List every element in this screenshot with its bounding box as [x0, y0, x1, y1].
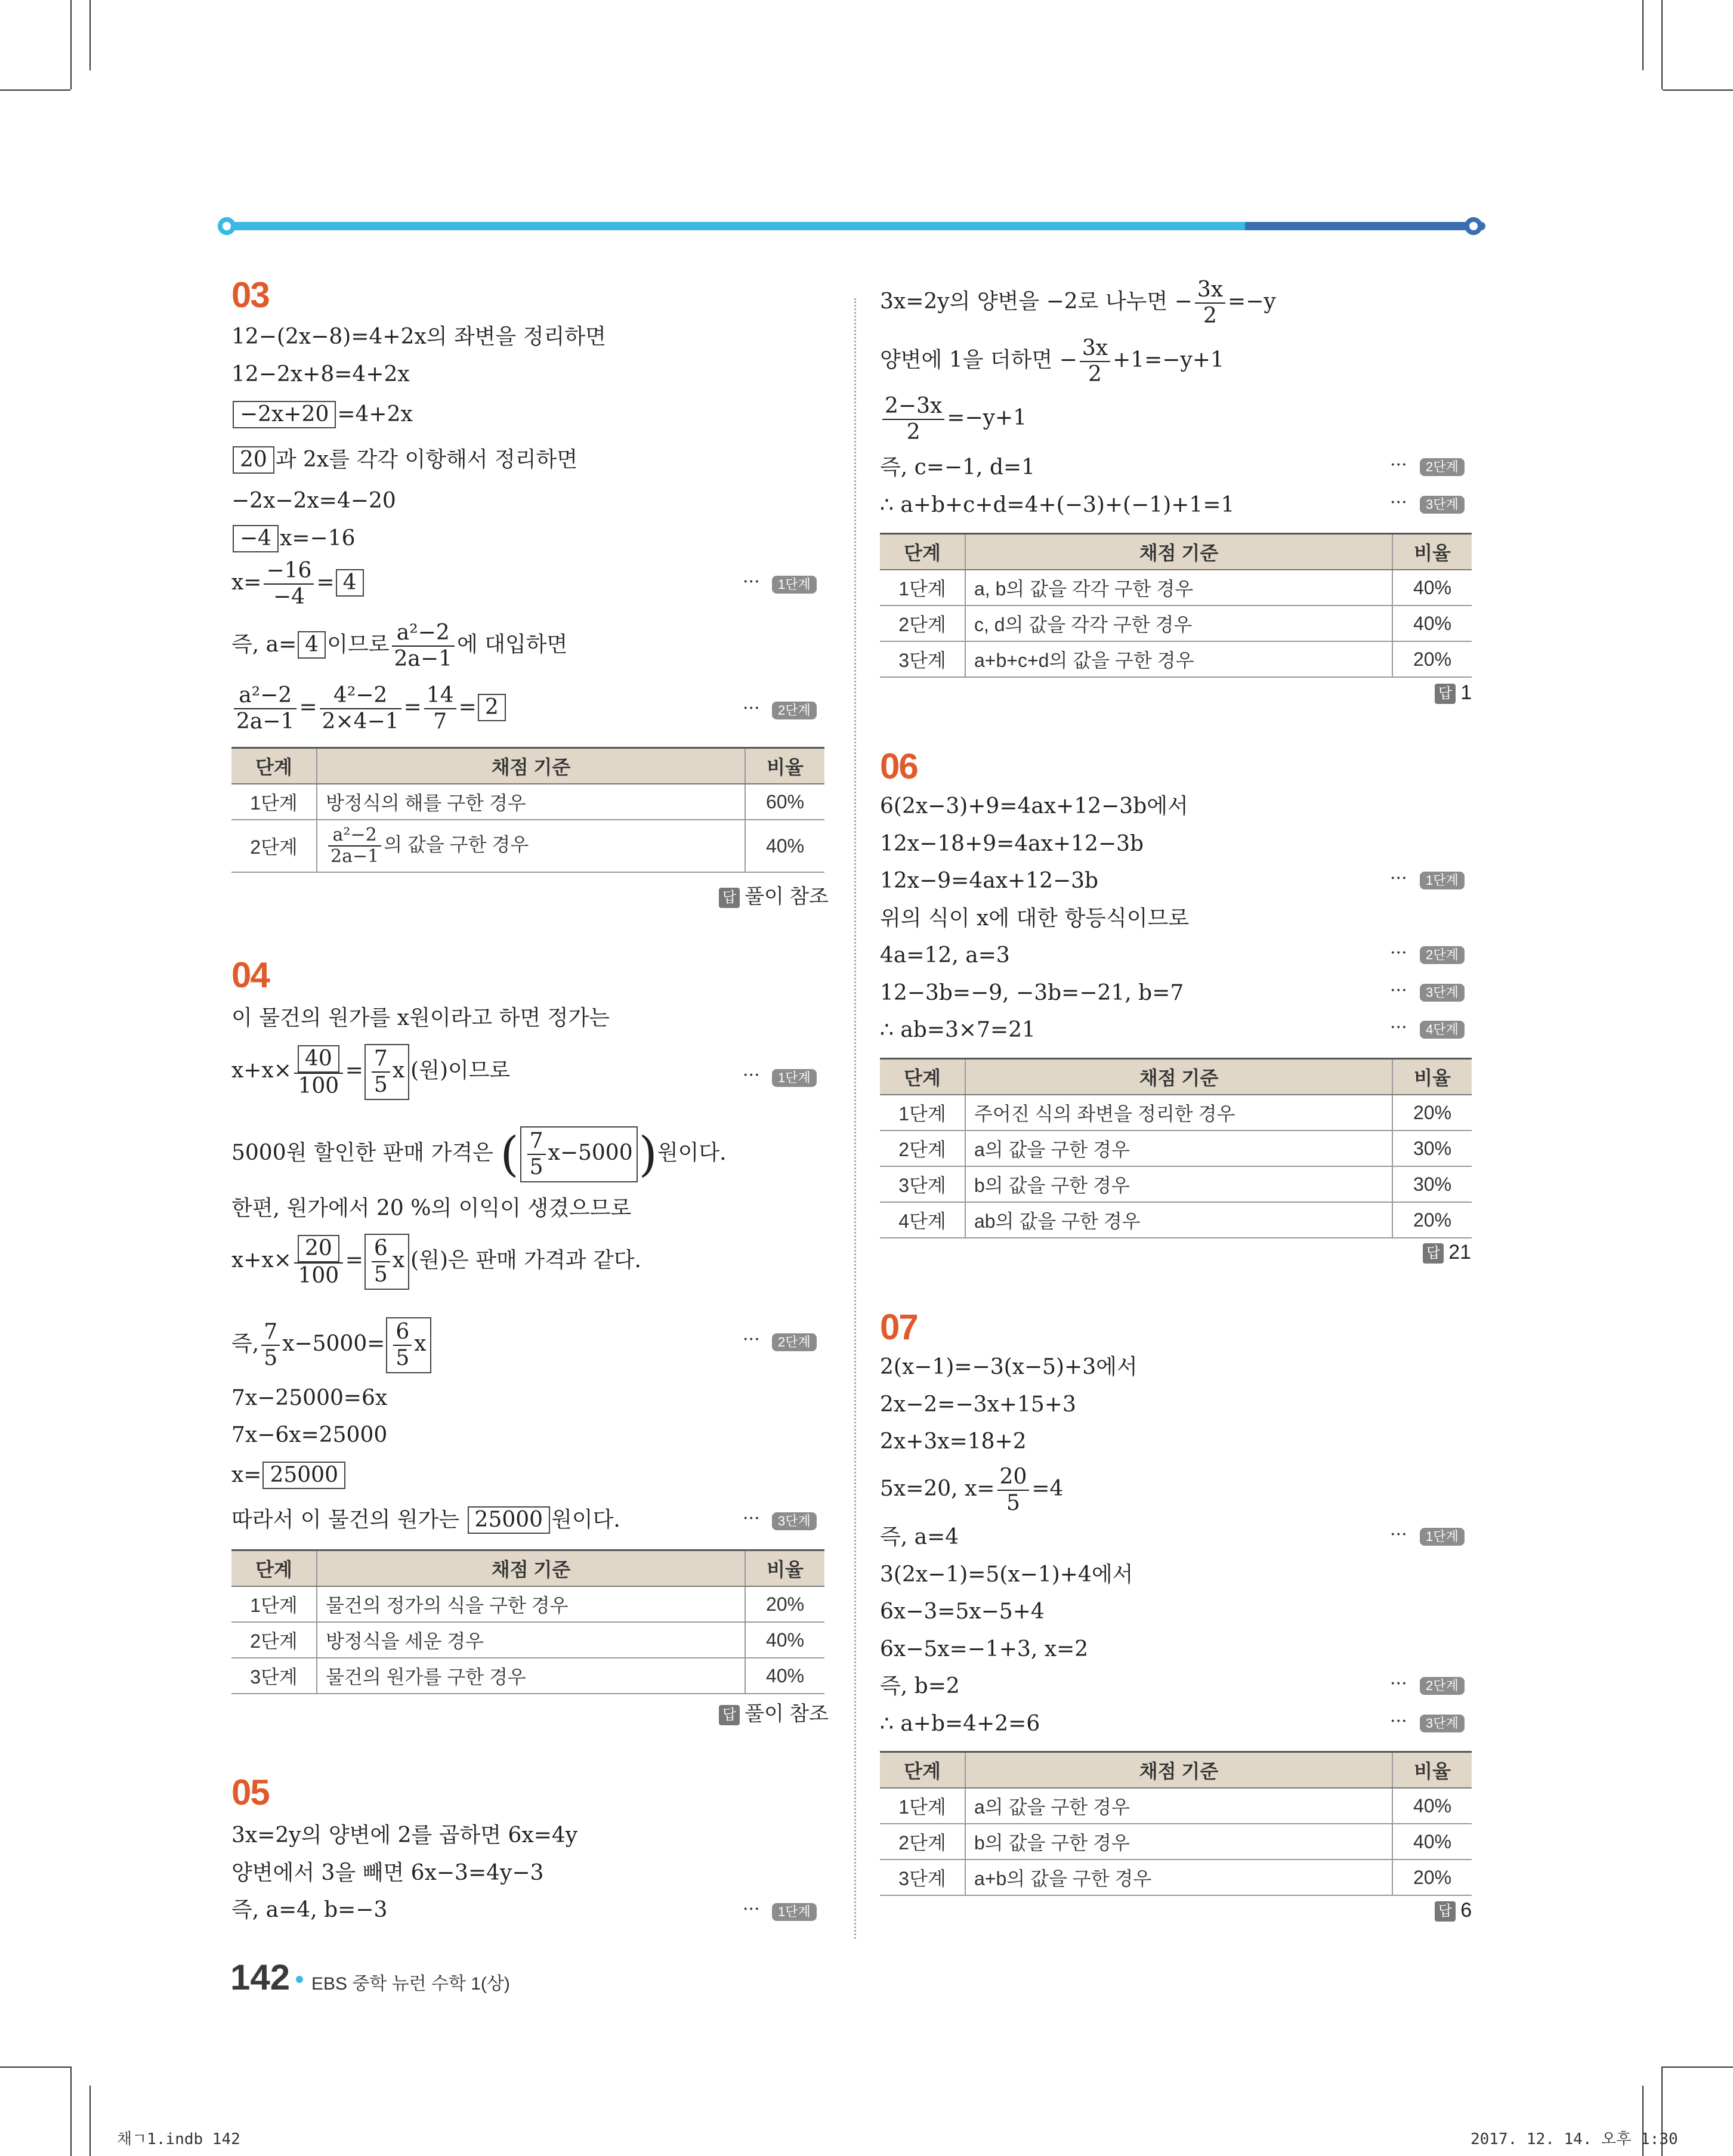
- answer-box: 25000: [262, 1462, 345, 1489]
- fraction: $\frac{7}{5}$: [261, 1320, 280, 1371]
- crop-mark: [1642, 0, 1644, 70]
- answer: 답 풀이 참조: [719, 880, 829, 909]
- answer-box: 25000: [468, 1506, 551, 1534]
- answer-box: 20: [233, 446, 274, 474]
- solution-line: 한편, 원가에서 20 %의 이익이 생겼으므로: [231, 1196, 632, 1221]
- solution-line: x+x× $\frac{20}{100}$ = $\frac{6}{5}$ x (원)은 판매 가격과 같다.: [231, 1234, 641, 1290]
- answer: 답 6: [1435, 1899, 1472, 1922]
- solution-line: 6(2x−3)+9=4ax+12−3b에서: [880, 794, 1188, 818]
- ellipsis: ···: [1390, 980, 1407, 1001]
- solution-line: 12−2x+8=4+2x: [231, 362, 410, 387]
- answer-box: 40: [298, 1045, 339, 1073]
- solution-line: −2x+20 =4+2x: [231, 401, 413, 428]
- solution-line: 3x=2y의 양변에 2를 곱하면 6x=4y: [231, 1823, 578, 1848]
- solution-line: x= $\frac{-16}{-4}$ = 4: [231, 558, 365, 610]
- ellipsis: ···: [743, 1065, 760, 1086]
- fraction: $\frac{3x}{2}$: [1080, 336, 1110, 387]
- step-badge: 3단계: [772, 1512, 817, 1530]
- table-row: 1단계 물건의 정가의 식을 구한 경우 20%: [231, 1586, 824, 1622]
- answer-box: 4: [336, 569, 364, 597]
- solution-line: 2x+3x=18+2: [880, 1429, 1027, 1454]
- table-row: 2단계 a의 값을 구한 경우 30%: [880, 1130, 1472, 1166]
- ellipsis: ···: [743, 1899, 760, 1920]
- step-badge: 2단계: [1420, 1677, 1465, 1695]
- table-row: 1단계 주어진 식의 좌변을 정리한 경우 20%: [880, 1095, 1472, 1130]
- table-row: 1단계 방정식의 해를 구한 경우 60%: [231, 784, 824, 820]
- answer-box: $\frac{7}{5}$ x−5000: [520, 1126, 638, 1182]
- solution-line: 3(2x−1)=5(x−1)+4에서: [880, 1562, 1133, 1587]
- ellipsis: ···: [743, 1329, 760, 1350]
- step-badge: 3단계: [1420, 496, 1465, 514]
- problem-number: 06: [880, 746, 918, 786]
- crop-mark: [70, 0, 72, 89]
- solution-line: 12−3b=−9, −3b=−21, b=7: [880, 981, 1184, 1005]
- table-row: 1단계 a, b의 값을 각각 구한 경우 40%: [880, 570, 1472, 606]
- table-row: 2단계 방정식을 세운 경우 40%: [231, 1622, 824, 1658]
- crop-mark: [1661, 0, 1663, 89]
- header-bar-left-dot: [218, 217, 236, 235]
- answer-box: −2x+20: [233, 401, 336, 428]
- solution-line: 2(x−1)=−3(x−5)+3에서: [880, 1355, 1138, 1379]
- step-badge: 3단계: [1420, 1715, 1465, 1732]
- table-row: 2단계 c, d의 값을 각각 구한 경우 40%: [880, 606, 1472, 641]
- answer-box: 4: [298, 631, 326, 659]
- step-badge: 1단계: [772, 1069, 817, 1087]
- crop-mark: [1663, 2067, 1733, 2068]
- step-badge: 1단계: [1420, 1528, 1465, 1546]
- answer: 답 21: [1423, 1241, 1471, 1264]
- answer-box: $\frac{7}{5}$ x: [364, 1044, 409, 1100]
- answer-box: −4: [233, 525, 279, 552]
- solution-line: 즉, $\frac{7}{5}$ x−5000= $\frac{6}{5}$ x: [231, 1317, 433, 1373]
- solution-line: 12x−9=4ax+12−3b: [880, 869, 1099, 893]
- file-slug: 채ㄱ1.indb 142: [117, 2130, 240, 2148]
- solution-line: 6x−3=5x−5+4: [880, 1599, 1045, 1624]
- header-bar-right-dot: [1465, 217, 1482, 235]
- fraction: $\frac{2-3x}{2}$: [882, 394, 944, 445]
- table-row: 3단계 a+b+c+d의 값을 구한 경우 20%: [880, 641, 1472, 677]
- ellipsis: ···: [1390, 943, 1407, 963]
- fraction: $\frac{3x}{2}$: [1195, 277, 1225, 329]
- solution-line: 7x−25000=6x: [231, 1386, 388, 1410]
- crop-mark: [70, 2067, 72, 2156]
- fraction: $\frac{\text{a²−2}}{2a-1}$: [392, 620, 455, 672]
- solution-line: 3x=2y의 양변을 −2로 나누면 − $\frac{3x}{2}$ =−y: [880, 277, 1276, 328]
- crop-mark: [89, 0, 91, 70]
- solution-line: 7x−6x=25000: [231, 1423, 388, 1447]
- fraction: $\frac{14}{7}$: [424, 683, 456, 734]
- step-badge: 2단계: [772, 702, 817, 719]
- scoring-table: 단계 채점 기준 비율 1단계 주어진 식의 좌변을 정리한 경우 20% 2단계 a의 값을 구한 경우 30% 3단계 b의 값을 구한 경우 30% 4단계 ab의 값을 구한 경우 20%: [880, 1058, 1472, 1238]
- ellipsis: ···: [1390, 1711, 1407, 1732]
- crop-mark: [0, 2067, 70, 2068]
- table-row: 3단계 물건의 원가를 구한 경우 40%: [231, 1658, 824, 1694]
- solution-line: 5x=20, x= $\frac{20}{5}$ =4: [880, 1465, 1064, 1515]
- crop-mark: [0, 89, 70, 91]
- answer-box: 2: [478, 694, 506, 721]
- header-bar: [221, 222, 1485, 230]
- table-row: 4단계 ab의 값을 구한 경우 20%: [880, 1202, 1472, 1238]
- solution-line: ∴ ab=3×7=21: [880, 1018, 1036, 1042]
- step-badge: 2단계: [1420, 946, 1465, 964]
- step-badge: 3단계: [1420, 984, 1465, 1002]
- scoring-table: 단계 채점 기준 비율 1단계 물건의 정가의 식을 구한 경우 20% 2단계 방정식을 세운 경우 40% 3단계 물건의 원가를 구한 경우 40%: [231, 1549, 824, 1694]
- fraction: $\frac{20}{100}$: [294, 1235, 343, 1289]
- solution-line: 즉, a=4: [880, 1525, 959, 1549]
- solution-line: 6x−5x=−1+3, x=2: [880, 1637, 1089, 1661]
- answer: 답 1: [1435, 681, 1472, 705]
- solution-line: 양변에 1을 더하면 − $\frac{3x}{2}$ +1=−y+1: [880, 336, 1224, 387]
- ellipsis: ···: [743, 572, 760, 592]
- solution-line: $\frac{\text{a²−2}}{2a-1}$ = $\frac{\text{4²−2}}{2\times 4-1}$ = $\frac{14}{7}$ = 2: [231, 683, 507, 734]
- ellipsis: ···: [1390, 1673, 1407, 1694]
- solution-line: x= 25000: [231, 1462, 347, 1489]
- answer-box: 20: [298, 1235, 339, 1262]
- table-row: 3단계 a+b의 값을 구한 경우 20%: [880, 1860, 1472, 1895]
- solution-line: 20 과 2x를 각각 이항해서 정리하면: [231, 446, 577, 474]
- crop-mark: [1663, 89, 1733, 91]
- column-divider: [854, 298, 856, 1939]
- problem-number: 07: [880, 1307, 918, 1347]
- problem-number: 04: [231, 955, 269, 995]
- solution-line: 12−(2x−8)=4+2x의 좌변을 정리하면: [231, 325, 606, 349]
- step-badge: 1단계: [772, 576, 817, 594]
- book-title: EBS 중학 뉴런 수학 1(상): [311, 1974, 510, 1994]
- solution-line: ∴ a+b=4+2=6: [880, 1712, 1040, 1736]
- ellipsis: ···: [743, 698, 760, 719]
- crop-mark: [89, 2086, 91, 2156]
- solution-line: 즉, c=−1, d=1: [880, 455, 1036, 480]
- solution-line: 4a=12, a=3: [880, 943, 1010, 968]
- step-badge: 2단계: [772, 1333, 817, 1351]
- solution-line: 위의 식이 x에 대한 항등식이므로: [880, 906, 1190, 931]
- bullet-icon: [296, 1976, 303, 1983]
- problem-number: 03: [231, 275, 269, 315]
- solution-line: −4 x=−16: [231, 525, 356, 552]
- answer: 답 풀이 참조: [719, 1697, 829, 1726]
- ellipsis: ···: [1390, 492, 1407, 513]
- step-badge: 4단계: [1420, 1021, 1465, 1039]
- page-number: 142: [230, 1957, 291, 1997]
- solution-line: 즉, a= 4 이므로 $\frac{\text{a²−2}}{2a-1}$ 에 대입하면: [231, 620, 568, 671]
- fraction: $\frac{\text{a²−2}}{2a-1}$: [234, 683, 296, 734]
- fraction: $\frac{\text{4²−2}}{2\times 4-1}$: [320, 683, 401, 734]
- step-badge: 1단계: [772, 1903, 817, 1921]
- fraction: $\frac{\text{a²−2}}{2a-1}$: [328, 825, 381, 867]
- fraction: $\frac{-16}{-4}$: [264, 558, 314, 610]
- scoring-table: 단계 채점 기준 비율 1단계 a의 값을 구한 경우 40% 2단계 b의 값을 구한 경우 40% 3단계 a+b의 값을 구한 경우 20%: [880, 1751, 1472, 1896]
- solution-line: 이 물건의 원가를 x원이라고 하면 정가는: [231, 1006, 610, 1030]
- date-slug: 2017. 12. 14. 오후 1:30: [1471, 2130, 1678, 2148]
- solution-line: 12x−18+9=4ax+12−3b: [880, 832, 1144, 856]
- solution-line: ∴ a+b+c+d=4+(−3)+(−1)+1=1: [880, 493, 1235, 517]
- solution-line: x+x× $\frac{40}{100}$ = $\frac{7}{5}$ x (원)이므로: [231, 1044, 510, 1100]
- step-badge: 1단계: [1420, 872, 1465, 889]
- scoring-table: 단계 채점 기준 비율 1단계 a, b의 값을 각각 구한 경우 40% 2단계 c, d의 값을 각각 구한 경우 40% 3단계 a+b+c+d의 값을 구한 경우 20%: [880, 533, 1472, 678]
- fraction: $\frac{40}{100}$: [294, 1045, 343, 1099]
- table-row: 2단계 $\frac{\text{a²−2}}{2a-1}$ 의 값을 구한 경우 40%: [231, 820, 824, 872]
- table-row: 3단계 b의 값을 구한 경우 30%: [880, 1166, 1472, 1202]
- fraction: $\frac{20}{5}$: [997, 1465, 1030, 1516]
- ellipsis: ···: [743, 1508, 760, 1529]
- solution-line: 즉, b=2: [880, 1674, 960, 1698]
- solution-line: 따라서 이 물건의 원가는 25000 원이다.: [231, 1506, 620, 1534]
- solution-line: $\frac{2-3x}{2}$ =−y+1: [880, 394, 1027, 445]
- solution-line: 5000원 할인한 판매 가격은 ( $\frac{7}{5}$ x−5000 )원이다.: [231, 1126, 727, 1182]
- answer-box: $\frac{6}{5}$ x: [364, 1234, 409, 1290]
- ellipsis: ···: [1390, 868, 1407, 889]
- table-row: 1단계 a의 값을 구한 경우 40%: [880, 1788, 1472, 1824]
- solution-line: −2x−2x=4−20: [231, 489, 396, 513]
- ellipsis: ···: [1390, 455, 1407, 475]
- solution-line: 2x−2=−3x+15+3: [880, 1392, 1076, 1417]
- step-badge: 2단계: [1420, 458, 1465, 476]
- solution-line: 양변에서 3을 빼면 6x−3=4y−3: [231, 1861, 544, 1885]
- solution-line: 즉, a=4, b=−3: [231, 1898, 388, 1922]
- problem-number: 05: [231, 1772, 269, 1812]
- ellipsis: ···: [1390, 1524, 1407, 1545]
- answer-box: $\frac{6}{5}$ x: [386, 1317, 431, 1373]
- ellipsis: ···: [1390, 1017, 1407, 1038]
- table-row: 2단계 b의 값을 구한 경우 40%: [880, 1824, 1472, 1860]
- scoring-table: 단계 채점 기준 비율 1단계 방정식의 해를 구한 경우 60% 2단계 $\frac{\text{a²−2}}{2a-1}$ 의 값을 구한 경우 40%: [231, 747, 824, 873]
